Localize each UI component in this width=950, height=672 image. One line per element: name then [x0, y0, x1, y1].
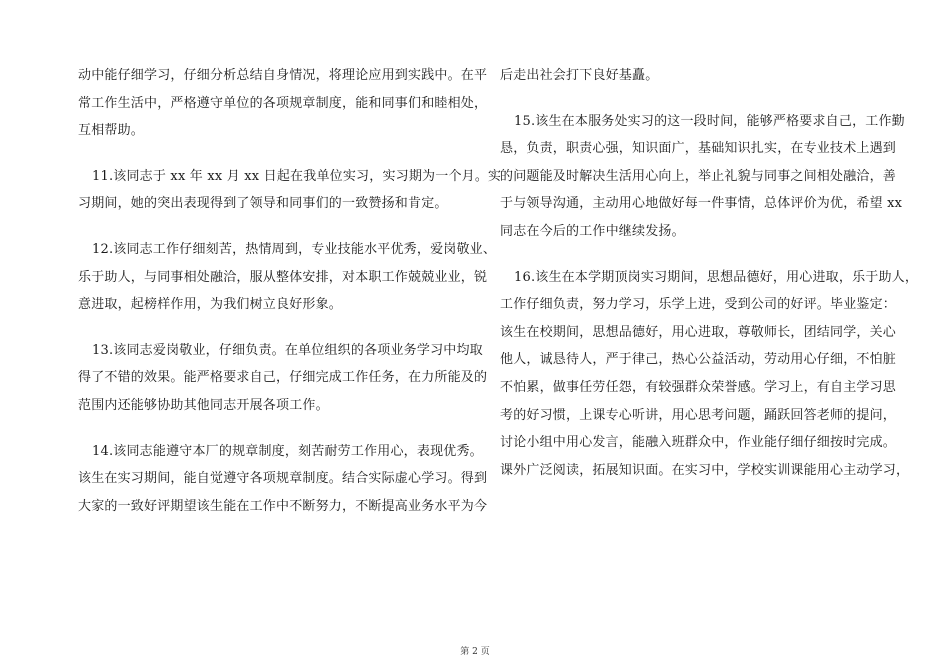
paragraph-gap — [78, 420, 472, 438]
text-line: 15.该生在本服务处实习的这一段时间，能够严格要求自己，工作勤 — [514, 113, 905, 129]
text-line: 同志在今后的工作中继续发扬。 — [500, 223, 685, 239]
page-number: 第 2 页 — [460, 647, 490, 657]
text-line: 工作仔细负责，努力学习，乐学上进，受到公司的好评。毕业鉴定： — [500, 297, 897, 313]
text-line: 乐于助人，与同事相处融洽，服从整体安排，对本职工作兢兢业业，锐 — [78, 269, 488, 285]
paragraph-gap — [78, 145, 472, 163]
text-line: 11.该同志于 xx 年 xx 月 xx 日起在我单位实习，实习期为一个月。实 — [92, 168, 502, 184]
text-line: 得了不错的效果。能严格要求自己，仔细完成工作任务，在力所能及的 — [78, 370, 488, 386]
text-line: 13.该同志爱岗敬业，仔细负责。在单位组织的各项业务学习中均取 — [92, 342, 483, 358]
text-line: 意进取，起榜样作用，为我们树立良好形象。 — [78, 297, 343, 313]
text-line: 习期间，她的突出表现得到了领导和同事们的一致赞扬和肯定。 — [78, 196, 448, 212]
text-line: 12.该同志工作仔细刻苦，热情周到，专业技能水平优秀，爱岗敬业、 — [92, 241, 497, 257]
text-line: 该生在实习期间，能自觉遵守各项规章制度。结合实际虚心学习。得到 — [78, 471, 488, 487]
text-line: 课外广泛阅读，拓展知识面。在实习中，学校实训课能用心主动学习， — [500, 462, 910, 478]
paragraph-gap — [500, 246, 894, 264]
text-line: 大家的一致好评期望该生能在工作中不断努力，不断提高业务水平为今 — [78, 498, 488, 514]
text-line: 14.该同志能遵守本厂的规章制度，刻苦耐劳工作用心，表现优秀。 — [92, 443, 483, 459]
text-line: 常工作生活中，严格遵守单位的各项规章制度，能和同事们和睦相处， — [78, 95, 488, 111]
text-line: 恳，负责，职责心强，知识面广，基础知识扎实，在专业技术上遇到 — [500, 141, 897, 157]
paragraph-gap — [78, 218, 472, 236]
right-column — [500, 62, 919, 484]
text-line: 该生在校期间，思想品德好，用心进取，尊敬师长，团结同学，关心 — [500, 324, 897, 340]
text-line: 于与领导沟通，主动用心地做好每一件事情，总体评价为优，希望 xx — [500, 196, 903, 212]
text-line: 他人，诚恳待人，严于律己，热心公益活动，劳动用心仔细，不怕脏 — [500, 352, 897, 368]
paragraph-gap — [500, 90, 894, 108]
text-line: 范围内还能够协助其他同志开展各项工作。 — [78, 397, 329, 413]
text-line: 考的好习惯，上课专心听讲，用心思考问题，踊跃回答老师的提问， — [500, 407, 897, 423]
text-line: 讨论小组中用心发言，能融入班群众中，作业能仔细仔细按时完成。 — [500, 435, 897, 451]
left-column — [78, 62, 502, 520]
text-line: 的问题能及时解决生活用心向上，举止礼貌与同事之间相处融洽，善 — [500, 168, 897, 184]
text-line: 互相帮助。 — [78, 123, 145, 139]
text-line: 动中能仔细学习，仔细分析总结自身情况，将理论应用到实践中。在平 — [78, 68, 488, 83]
text-line: 后走出社会打下良好基矗。 — [500, 68, 659, 83]
text-line: 不怕累，做事任劳任怨，有较强群众荣誉感。学习上，有自主学习思 — [500, 379, 897, 395]
paragraph-gap — [78, 319, 472, 337]
text-line: 16.该生在本学期顶岗实习期间，思想品德好，用心进取，乐于助人， — [514, 269, 919, 285]
